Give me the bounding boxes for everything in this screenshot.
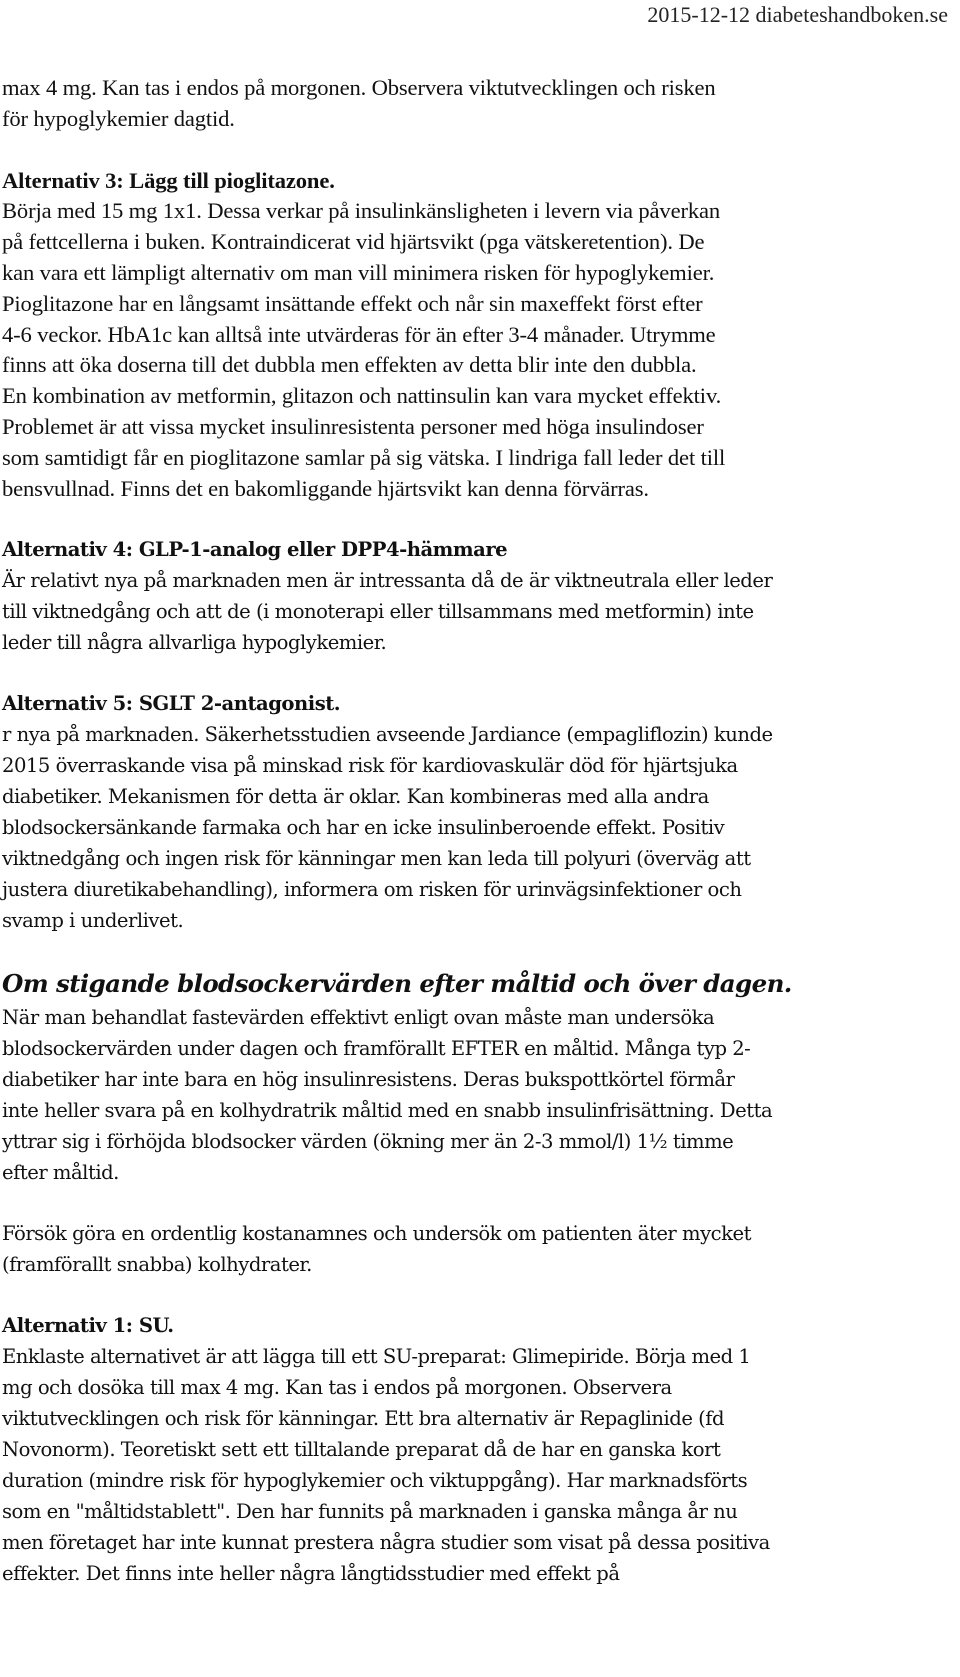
text-line: för hypoglykemier dagtid. (2, 105, 235, 131)
text-line: 2015 överraskande visa på minskad risk för kardiovaskulär död för hjärtsjuka (2, 754, 738, 778)
section-heading: Om stigande blodsockervärden efter måltid och över dagen. (2, 969, 792, 999)
text-line: efter måltid. (2, 1161, 119, 1185)
text-line: på fettcellerna i buken. Kontraindicerat vid hjärtsvikt (pga vätskeretention). De (2, 229, 705, 255)
alt1-heading: Alternativ 1: SU. (2, 1314, 174, 1338)
alt5-section (2, 688, 952, 936)
text-line: Är relativt nya på marknaden men är intressanta då de är viktneutrala eller leder (2, 569, 773, 593)
document-body (2, 73, 952, 1589)
text-line: finns att öka doserna till det dubbla men effekten av detta blir inte den dubbla. (2, 352, 697, 378)
alt4-section (2, 534, 952, 658)
text-line: till viktnedgång och att de (i monoterapi eller tillsammans med metformin) inte (2, 600, 754, 624)
spacer (2, 658, 952, 688)
spacer (2, 1188, 952, 1218)
text-line: som en "måltidstablett". Den har funnits på marknaden i ganska många år nu (2, 1500, 738, 1524)
text-line: (framförallt snabba) kolhydrater. (2, 1253, 312, 1277)
text-line: viktnedgång och ingen risk för känningar men kan leda till polyuri (överväg att (2, 847, 751, 871)
text-line: yttrar sig i förhöjda blodsocker värden (ökning mer än 2-3 mmol/l) 1½ timme (2, 1130, 734, 1154)
text-line: Problemet är att vissa mycket insulinresistenta personer med höga insulindoser (2, 413, 704, 439)
alt5-heading: Alternativ 5: SGLT 2-antagonist. (2, 692, 341, 716)
text-line: En kombination av metformin, glitazon och nattinsulin kan vara mycket effektiv. (2, 383, 722, 409)
text-line: justera diuretikabehandling), informera om risken för urinvägsinfektioner och (2, 878, 742, 902)
text-line: diabetiker har inte bara en hög insulinresistens. Deras bukspottkörtel förmår (2, 1068, 735, 1092)
text-line: leder till några allvarliga hypoglykemier. (2, 631, 387, 655)
text-line: När man behandlat fastevärden effektivt enligt ovan måste man undersöka (2, 1006, 715, 1030)
section-after-meal (2, 966, 952, 1280)
text-line: kan vara ett lämpligt alternativ om man vill minimera risken för hypoglykemier. (2, 259, 715, 285)
page-header: 2015-12-12 diabeteshandboken.se (647, 2, 948, 27)
text-line: max 4 mg. Kan tas i endos på morgonen. Observera viktutvecklingen och risken (2, 75, 716, 100)
spacer (2, 936, 952, 966)
text-line: Novonorm). Teoretiskt sett ett tilltalande preparat då de har en ganska kort (2, 1438, 721, 1462)
text-line: blodsockersänkande farmaka och har en icke insulinberoende effekt. Positiv (2, 816, 725, 840)
text-line: men företaget har inte kunnat prestera några studier som visat på dessa positiva (2, 1531, 770, 1555)
text-line: svamp i underlivet. (2, 909, 184, 933)
continuation-paragraph (2, 73, 952, 135)
text-line: duration (mindre risk för hypoglykemier och viktuppgång). Har marknadsförts (2, 1469, 748, 1493)
text-line: diabetiker. Mekanismen för detta är oklar. Kan kombineras med alla andra (2, 785, 709, 809)
text-line: effekter. Det finns inte heller några långtidsstudier med effekt på (2, 1562, 620, 1586)
alt4-heading: Alternativ 4: GLP-1-analog eller DPP4-hämmare (2, 538, 508, 562)
alt1-section (2, 1310, 952, 1589)
alt3-section (2, 166, 952, 505)
text-line: r nya på marknaden. Säkerhetsstudien avseende Jardiance (empagliflozin) kunde (2, 723, 773, 747)
spacer (2, 504, 952, 534)
text-line: Försök göra en ordentlig kostanamnes och undersök om patienten äter mycket (2, 1222, 751, 1246)
text-line: Börja med 15 mg 1x1. Dessa verkar på insulinkänsligheten i levern via påverkan (2, 198, 720, 224)
spacer (2, 1280, 952, 1310)
text-line: bensvullnad. Finns det en bakomliggande hjärtsvikt kan denna förvärras. (2, 475, 649, 501)
text-line: blodsockervärden under dagen och framförallt EFTER en måltid. Många typ 2- (2, 1037, 751, 1061)
text-line: som samtidigt får en pioglitazone samlar på sig vätska. I lindriga fall leder det till (2, 444, 726, 470)
spacer (2, 135, 952, 166)
text-line: mg och dosöka till max 4 mg. Kan tas i endos på morgonen. Observera (2, 1376, 672, 1400)
alt3-heading: Alternativ 3: Lägg till pioglitazone. (2, 167, 335, 193)
text-line: 4-6 veckor. HbA1c kan alltså inte utvärderas för än efter 3-4 månader. Utrymme (2, 321, 716, 347)
text-line: inte heller svara på en kolhydratrik måltid med en snabb insulinfrisättning. Detta (2, 1099, 773, 1123)
text-line: viktutvecklingen och risk för känningar. Ett bra alternativ är Repaglinide (fd (2, 1407, 725, 1431)
text-line: Pioglitazone har en långsamt insättande effekt och når sin maxeffekt först efter (2, 290, 703, 316)
text-line: Enklaste alternativet är att lägga till ett SU-preparat: Glimepiride. Börja med 1 (2, 1345, 751, 1369)
